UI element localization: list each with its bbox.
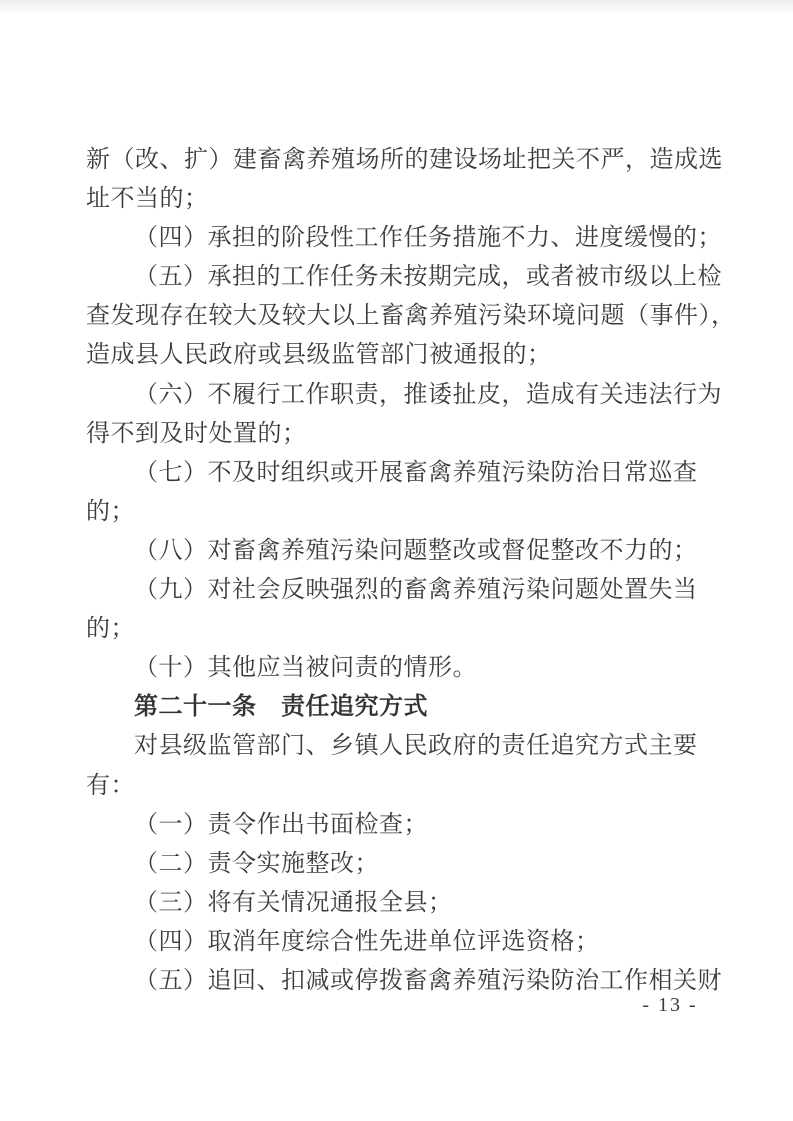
text-line: （十）其他应当被问责的情形。 bbox=[134, 655, 477, 682]
article-heading-line: 第二十一条 责任追究方式 bbox=[134, 694, 428, 721]
text-line: （四）承担的阶段性工作任务措施不力、进度缓慢的； bbox=[134, 225, 722, 252]
text-line: （六）不履行工作职责，推诿扯皮，造成有关违法行为 bbox=[134, 381, 722, 408]
text-line: 有： bbox=[86, 772, 135, 799]
text-line: （五）追回、扣减或停拨畜禽养殖污染防治工作相关财 bbox=[134, 967, 722, 994]
text-line: 的； bbox=[86, 616, 135, 643]
text-line: 造成县人民政府或县级监管部门被通报的； bbox=[86, 342, 552, 369]
scan-edge-shading bbox=[0, 0, 793, 14]
text-line: （三）将有关情况通报全县； bbox=[134, 889, 453, 916]
text-line: 的； bbox=[86, 498, 135, 525]
text-line: 址不当的； bbox=[86, 186, 209, 213]
text-line: 得不到及时处置的； bbox=[86, 420, 307, 447]
text-line: （四）取消年度综合性先进单位评选资格； bbox=[134, 928, 600, 955]
text-line: （五）承担的工作任务未按期完成，或者被市级以上检 bbox=[134, 264, 722, 291]
text-line: （一）责令作出书面检查； bbox=[134, 811, 428, 838]
text-line: （二）责令实施整改； bbox=[134, 850, 379, 877]
page-number: - 13 - bbox=[642, 994, 698, 1016]
text-line: 新（改、扩）建畜禽养殖场所的建设场址把关不严，造成选 bbox=[86, 147, 723, 173]
text-line: （八）对畜禽养殖污染问题整改或督促整改不力的； bbox=[134, 537, 698, 564]
text-line: （七）不及时组织或开展畜禽养殖污染防治日常巡查 bbox=[134, 459, 698, 486]
text-line: 对县级监管部门、乡镇人民政府的责任追究方式主要 bbox=[134, 733, 698, 760]
text-line: 查发现存在较大及较大以上畜禽养殖污染环境问题（事件）， bbox=[86, 303, 736, 330]
document-body bbox=[86, 141, 746, 1001]
text-line: （九）对社会反映强烈的畜禽养殖污染问题处置失当 bbox=[134, 577, 698, 604]
